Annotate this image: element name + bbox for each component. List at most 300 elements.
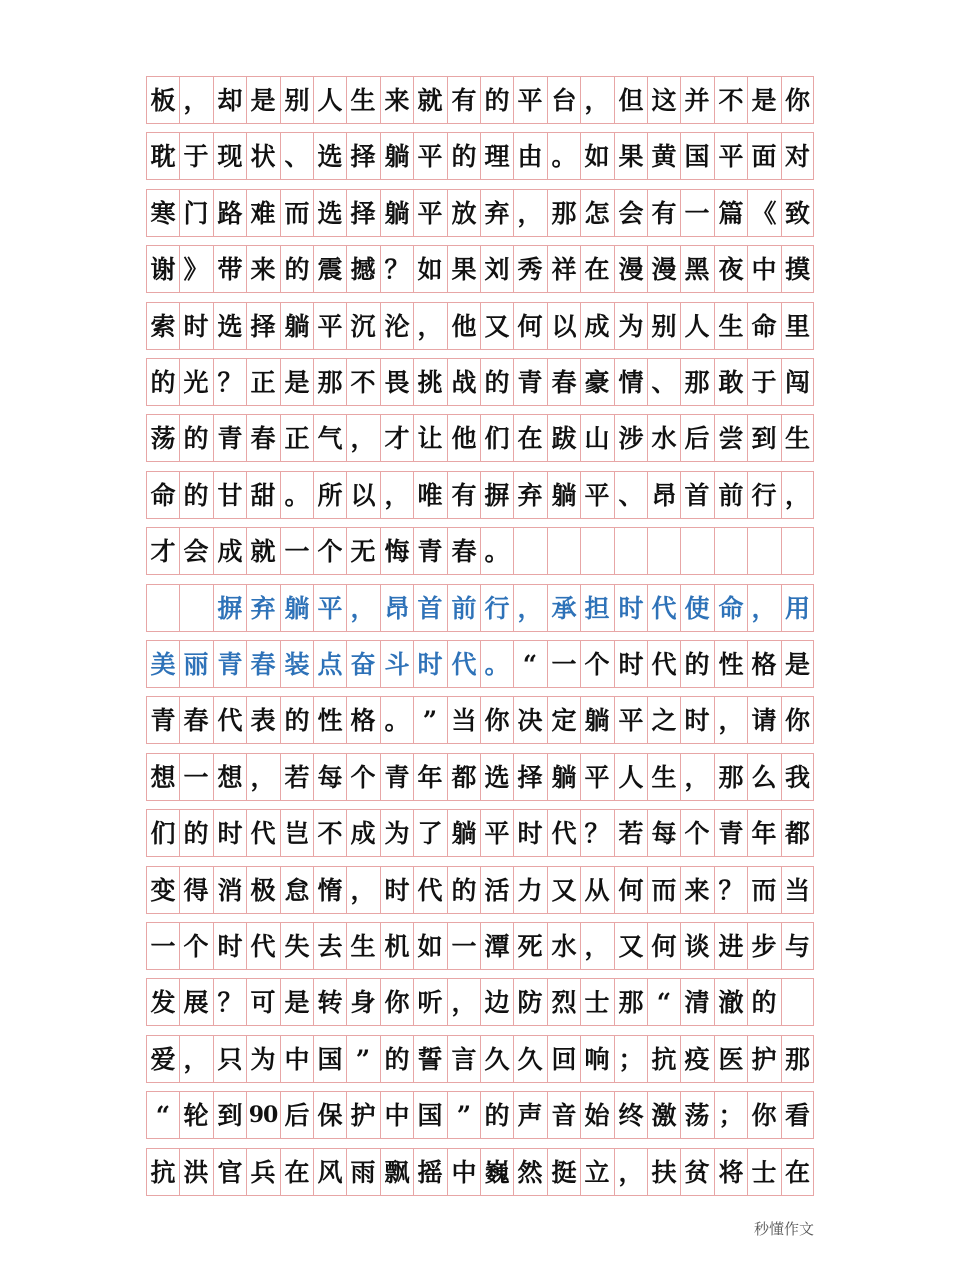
grid-cell: 但 [614,77,647,123]
grid-cell: 昂 [380,585,413,631]
grid-cell: ， [346,585,379,631]
essay-line [146,978,814,1026]
grid-cell: 的 [146,359,179,405]
grid-cell: 敢 [714,359,747,405]
grid-cell: 了 [413,810,446,856]
grid-cell: 夜 [714,246,747,292]
grid-cell: 在 [513,415,546,461]
grid-cell: 国 [413,1092,446,1138]
grid-cell: 摒 [480,472,513,518]
grid-cell: 用 [781,585,814,631]
grid-cell: 果 [447,246,480,292]
grid-cell: 当 [781,867,814,913]
grid-cell: 的 [179,472,212,518]
grid-cell: 如 [413,246,446,292]
grid-cell: 到 [213,1092,246,1138]
grid-cell: ， [781,472,814,518]
grid-cell: 秀 [513,246,546,292]
grid-cell: 官 [213,1149,246,1195]
grid-cell: 性 [313,697,346,743]
grid-cell: 代 [413,867,446,913]
grid-cell: 挺 [547,1149,580,1195]
grid-cell: 青 [413,528,446,574]
grid-cell: 何 [614,867,647,913]
grid-cell: 带 [213,246,246,292]
grid-cell: 后 [680,415,713,461]
grid-cell: 身 [346,979,379,1025]
grid-cell: 当 [447,697,480,743]
grid-cell: 生 [714,303,747,349]
grid-cell: 不 [346,359,379,405]
grid-cell [647,528,680,574]
grid-cell: 的 [179,810,212,856]
grid-cell: ， [380,472,413,518]
grid-cell: 每 [647,810,680,856]
grid-cell: 为 [246,1036,279,1082]
grid-cell: 命 [146,472,179,518]
grid-cell: ， [513,585,546,631]
grid-cell: 飘 [380,1149,413,1195]
grid-cell: 与 [781,923,814,969]
grid-cell: 力 [513,867,546,913]
grid-cell: 个 [179,923,212,969]
grid-cell: 转 [313,979,346,1025]
grid-cell: 使 [680,585,713,631]
grid-cell: 都 [781,810,814,856]
grid-cell: 选 [313,133,346,179]
grid-cell: 到 [747,415,780,461]
grid-cell: 震 [313,246,346,292]
grid-cell: ， [447,979,480,1025]
grid-cell: 风 [313,1149,346,1195]
grid-cell: 择 [346,190,379,236]
grid-cell: 国 [313,1036,346,1082]
grid-cell: 是 [246,77,279,123]
grid-cell: 都 [447,754,480,800]
grid-cell: 每 [313,754,346,800]
grid-cell: 人 [614,754,647,800]
grid-cell: 时 [680,697,713,743]
grid-cell: 畏 [380,359,413,405]
grid-cell: 保 [313,1092,346,1138]
grid-cell: 正 [246,359,279,405]
grid-cell [614,528,647,574]
grid-cell: 丽 [179,641,212,687]
grid-cell: 立 [580,1149,613,1195]
grid-cell: 在 [781,1149,814,1195]
grid-cell: 只 [213,1036,246,1082]
grid-cell: 躺 [380,190,413,236]
grid-cell: 我 [781,754,814,800]
grid-cell: 前 [714,472,747,518]
grid-cell: 如 [413,923,446,969]
grid-cell: 正 [280,415,313,461]
grid-cell: 生 [346,923,379,969]
grid-cell: 烈 [547,979,580,1025]
essay-line [146,584,814,632]
grid-cell: 90 [246,1092,279,1138]
grid-cell: 于 [179,133,212,179]
grid-cell: 回 [547,1036,580,1082]
grid-cell: 怎 [580,190,613,236]
grid-cell: 所 [313,472,346,518]
essay-line [146,922,814,970]
grid-cell: 护 [346,1092,379,1138]
grid-cell: 言 [447,1036,480,1082]
grid-cell: 时 [380,867,413,913]
grid-cell: 黑 [680,246,713,292]
grid-cell: 气 [313,415,346,461]
grid-cell: 如 [580,133,613,179]
grid-cell: 装 [280,641,313,687]
grid-cell [513,528,546,574]
grid-cell: “ [647,979,680,1025]
grid-cell: 就 [413,77,446,123]
essay-line [146,1035,814,1083]
grid-cell: 的 [179,415,212,461]
grid-cell: 》 [179,246,212,292]
grid-cell: 由 [513,133,546,179]
grid-cell: 为 [614,303,647,349]
grid-cell: 防 [513,979,546,1025]
grid-cell: 若 [280,754,313,800]
grid-cell: 去 [313,923,346,969]
grid-cell: 台 [547,77,580,123]
grid-cell: 行 [480,585,513,631]
grid-cell: 躺 [280,585,313,631]
grid-cell: 挑 [413,359,446,405]
grid-cell: 承 [547,585,580,631]
essay-line [146,132,814,180]
grid-cell: 点 [313,641,346,687]
grid-cell: 成 [580,303,613,349]
grid-cell: ； [714,1092,747,1138]
grid-cell: 、 [647,359,680,405]
grid-cell: 闯 [781,359,814,405]
grid-cell: 悔 [380,528,413,574]
grid-cell: 时 [413,641,446,687]
grid-cell: 以 [547,303,580,349]
grid-cell: ， [179,77,212,123]
grid-cell: 久 [513,1036,546,1082]
grid-cell [146,585,179,631]
grid-cell: 青 [213,641,246,687]
grid-cell: 会 [179,528,212,574]
grid-cell: 清 [680,979,713,1025]
grid-cell: 别 [647,303,680,349]
grid-cell: 择 [513,754,546,800]
grid-cell: 战 [447,359,480,405]
grid-cell: 才 [146,528,179,574]
grid-cell: 理 [480,133,513,179]
grid-cell: 斗 [380,641,413,687]
grid-cell: 躺 [380,133,413,179]
grid-cell: 以 [346,472,379,518]
grid-cell: 选 [213,303,246,349]
grid-cell: ， [246,754,279,800]
grid-cell: 始 [580,1092,613,1138]
grid-cell: 那 [547,190,580,236]
grid-cell: 护 [747,1036,780,1082]
grid-cell: ？ [380,246,413,292]
grid-cell: 无 [346,528,379,574]
grid-cell: 有 [447,77,480,123]
grid-cell: 你 [747,1092,780,1138]
grid-cell: 潭 [480,923,513,969]
grid-cell: 摇 [413,1149,446,1195]
grid-cell: 里 [781,303,814,349]
grid-cell: 时 [179,303,212,349]
grid-cell: 何 [647,923,680,969]
grid-cell: 荡 [680,1092,713,1138]
grid-cell: 的 [480,1092,513,1138]
grid-cell: 《 [747,190,780,236]
grid-cell: 是 [280,979,313,1025]
grid-cell: 弃 [246,585,279,631]
grid-cell: 躺 [547,472,580,518]
grid-cell: 人 [680,303,713,349]
grid-cell: 时 [213,923,246,969]
grid-cell: 平 [513,77,546,123]
grid-cell: 抗 [647,1036,680,1082]
essay-line [146,76,814,124]
grid-cell: 然 [513,1149,546,1195]
grid-cell: 音 [547,1092,580,1138]
grid-cell [580,528,613,574]
grid-cell: 。 [380,697,413,743]
essay-line [146,1148,814,1196]
grid-cell: 爱 [146,1036,179,1082]
grid-cell: 又 [614,923,647,969]
grid-cell: 雨 [346,1149,379,1195]
grid-cell: 代 [647,585,680,631]
grid-cell: 板 [146,77,179,123]
grid-cell: 让 [413,415,446,461]
grid-cell: 他 [447,415,480,461]
grid-cell: 青 [714,810,747,856]
grid-cell: 、 [614,472,647,518]
grid-cell: 定 [547,697,580,743]
grid-cell: 平 [580,472,613,518]
essay-line [146,527,814,575]
grid-cell: 难 [246,190,279,236]
grid-cell: 可 [246,979,279,1025]
grid-cell: 别 [280,77,313,123]
essay-line [146,866,814,914]
grid-cell: 的 [480,359,513,405]
grid-cell: 你 [781,697,814,743]
grid-cell: 索 [146,303,179,349]
grid-cell: 医 [714,1036,747,1082]
grid-cell [680,528,713,574]
grid-cell: 巍 [480,1149,513,1195]
grid-cell: 贫 [680,1149,713,1195]
grid-cell: 人 [313,77,346,123]
grid-cell: 怠 [280,867,313,913]
grid-cell: 跋 [547,415,580,461]
grid-cell: 之 [647,697,680,743]
grid-cell: 个 [680,810,713,856]
grid-cell: 。 [547,133,580,179]
essay-line [146,696,814,744]
grid-cell: 何 [513,303,546,349]
grid-cell: 黄 [647,133,680,179]
grid-cell: 命 [747,303,780,349]
grid-cell: 成 [213,528,246,574]
grid-cell [781,979,814,1025]
grid-cell: 那 [714,754,747,800]
grid-cell: 春 [246,641,279,687]
essay-line [146,1091,814,1139]
grid-cell: 水 [647,415,680,461]
grid-cell: 一 [179,754,212,800]
grid-cell: 豪 [580,359,613,405]
grid-cell: 机 [380,923,413,969]
grid-cell: 又 [547,867,580,913]
grid-cell: 而 [747,867,780,913]
grid-cell: 中 [380,1092,413,1138]
grid-cell: 平 [313,585,346,631]
grid-cell: 甜 [246,472,279,518]
grid-cell: 耽 [146,133,179,179]
grid-cell: “ [146,1092,179,1138]
grid-cell: 首 [680,472,713,518]
grid-cell: 岂 [280,810,313,856]
essay-line [146,414,814,462]
grid-cell: 们 [146,810,179,856]
grid-cell: 决 [513,697,546,743]
grid-cell: 春 [447,528,480,574]
grid-cell: 一 [280,528,313,574]
grid-cell: 篇 [714,190,747,236]
grid-cell: ？ [714,867,747,913]
grid-cell: 中 [447,1149,480,1195]
grid-cell: 刘 [480,246,513,292]
grid-cell: 步 [747,923,780,969]
grid-cell: 情 [614,359,647,405]
grid-cell: 光 [179,359,212,405]
grid-cell: ， [413,303,446,349]
grid-cell: ” [346,1036,379,1082]
grid-cell: 将 [714,1149,747,1195]
grid-cell: 一 [680,190,713,236]
grid-cell: 不 [714,77,747,123]
grid-cell: ， [614,1149,647,1195]
grid-cell: 选 [313,190,346,236]
grid-cell: 春 [179,697,212,743]
grid-cell: 的 [280,246,313,292]
grid-cell: 现 [213,133,246,179]
grid-cell: 并 [680,77,713,123]
grid-cell: 的 [447,867,480,913]
grid-cell: 在 [280,1149,313,1195]
grid-cell: 一 [146,923,179,969]
grid-cell: 而 [280,190,313,236]
grid-cell: ， [513,190,546,236]
grid-cell: 生 [781,415,814,461]
grid-cell: 年 [747,810,780,856]
grid-cell: 你 [480,697,513,743]
grid-cell: ， [747,585,780,631]
grid-cell: 格 [346,697,379,743]
grid-cell [179,585,212,631]
grid-cell: ， [346,867,379,913]
grid-cell: 一 [547,641,580,687]
grid-cell: 的 [480,77,513,123]
grid-cell: 中 [280,1036,313,1082]
grid-cell: 择 [246,303,279,349]
grid-cell: 就 [246,528,279,574]
grid-cell: 谢 [146,246,179,292]
essay-line [146,809,814,857]
grid-cell: 边 [480,979,513,1025]
essay-line [146,358,814,406]
grid-cell: 首 [413,585,446,631]
grid-cell: 个 [313,528,346,574]
grid-cell: 响 [580,1036,613,1082]
grid-cell: 弃 [480,190,513,236]
essay-line [146,302,814,350]
grid-cell [781,528,814,574]
grid-cell: 奋 [346,641,379,687]
grid-cell: 寒 [146,190,179,236]
grid-cell: 洪 [179,1149,212,1195]
grid-cell: 前 [447,585,480,631]
grid-cell: 个 [346,754,379,800]
grid-cell: 久 [480,1036,513,1082]
essay-line [146,753,814,801]
grid-cell: 来 [246,246,279,292]
grid-cell: 尝 [714,415,747,461]
grid-cell: 的 [747,979,780,1025]
grid-cell: 你 [380,979,413,1025]
grid-cell [714,528,747,574]
grid-cell: 谈 [680,923,713,969]
grid-cell: 却 [213,77,246,123]
grid-cell: 的 [380,1036,413,1082]
grid-cell: 那 [614,979,647,1025]
grid-cell: ， [714,697,747,743]
grid-cell: ， [580,923,613,969]
grid-cell: 青 [146,697,179,743]
grid-cell: 成 [346,810,379,856]
grid-cell [547,528,580,574]
grid-cell: 果 [614,133,647,179]
grid-cell: 一 [447,923,480,969]
grid-cell: 摸 [781,246,814,292]
grid-cell: 得 [179,867,212,913]
essay-grid-sheet [146,76,814,1204]
essay-line [146,471,814,519]
grid-cell: 担 [580,585,613,631]
grid-cell: 沦 [380,303,413,349]
grid-cell: 而 [647,867,680,913]
grid-cell: 听 [413,979,446,1025]
grid-cell: 躺 [447,810,480,856]
essay-line [146,189,814,237]
grid-cell: 平 [313,303,346,349]
grid-cell: 代 [447,641,480,687]
grid-cell: 撼 [346,246,379,292]
grid-cell: 从 [580,867,613,913]
grid-cell: 青 [213,415,246,461]
grid-cell: 青 [380,754,413,800]
grid-cell: 水 [547,923,580,969]
grid-cell: 疫 [680,1036,713,1082]
grid-cell: ， [680,754,713,800]
grid-cell: 进 [714,923,747,969]
grid-cell: 荡 [146,415,179,461]
